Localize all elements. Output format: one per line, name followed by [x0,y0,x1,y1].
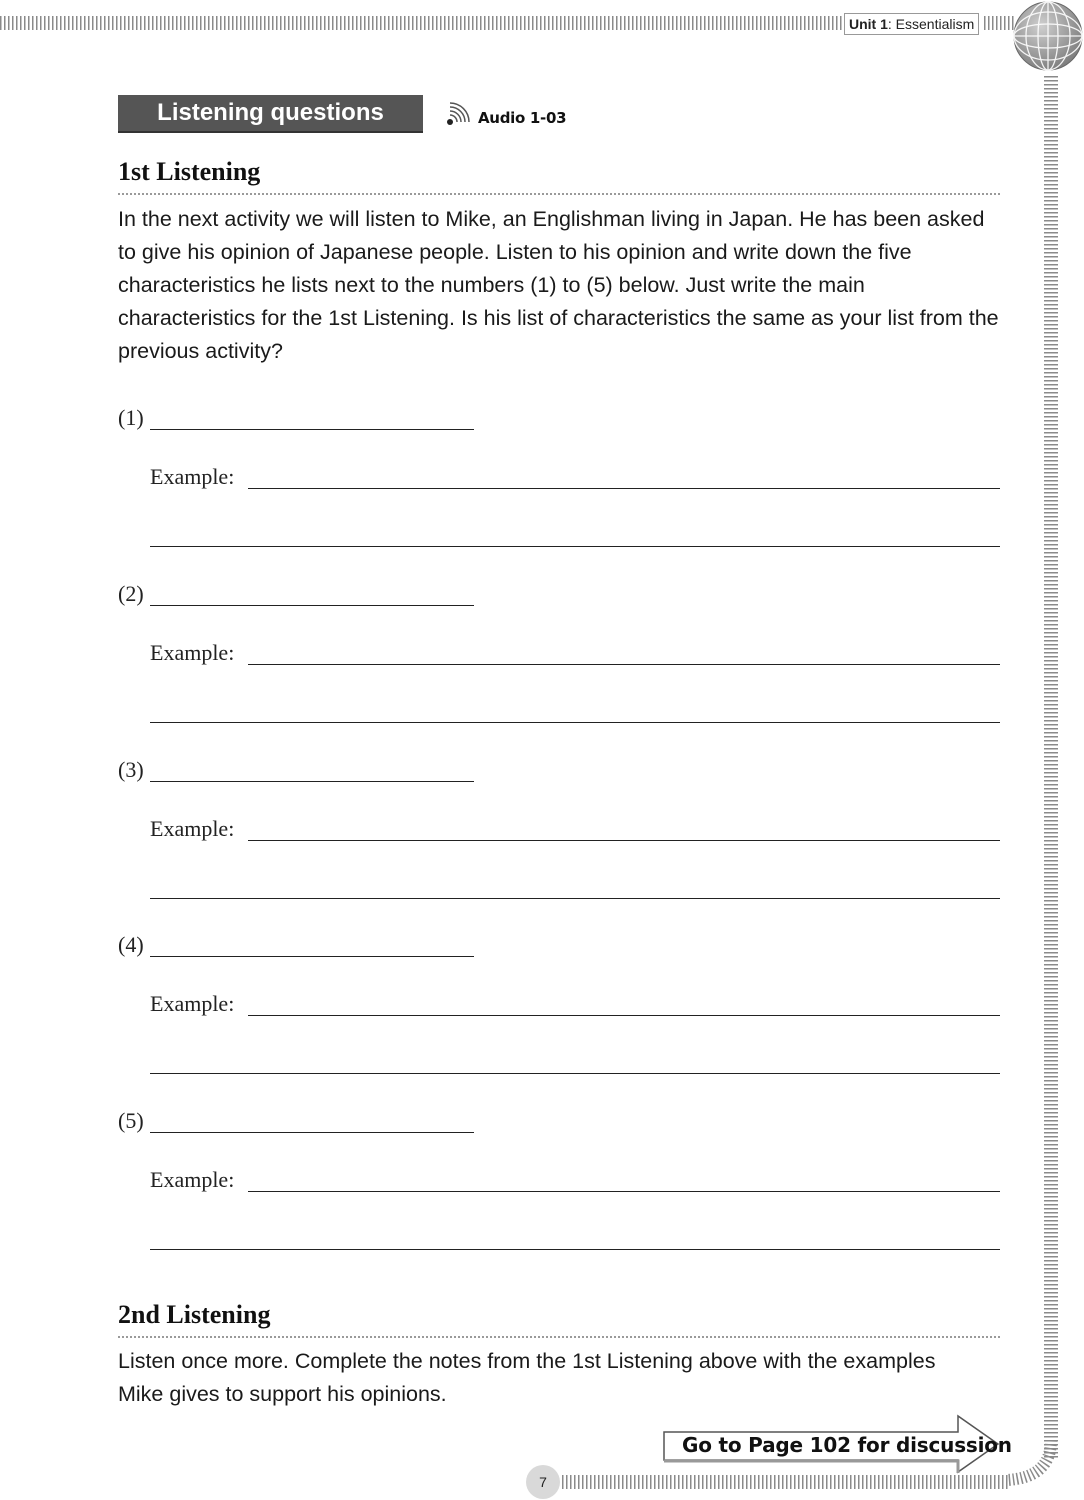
unit-label: Unit 1: Essentialism [844,13,979,35]
example-label: Example: [150,816,235,841]
header-rule-left [0,16,842,30]
example-continuation-line[interactable] [150,1073,1000,1074]
page-number: 7 [526,1465,560,1499]
corner-curve [1006,1440,1060,1486]
item-number: (3) [118,757,144,782]
characteristic-answer-line[interactable] [150,605,474,606]
item-number: (4) [118,932,144,957]
goto-discussion-link[interactable]: Go to Page 102 for discussion [682,1433,1012,1457]
example-answer-line[interactable] [248,664,1000,665]
footer-rule [562,1475,1010,1489]
globe-icon [1010,0,1084,74]
example-continuation-line[interactable] [150,546,1000,547]
item-number: (1) [118,405,144,430]
example-answer-line[interactable] [248,1191,1000,1192]
item-number: (2) [118,581,144,606]
example-label: Example: [150,464,235,489]
first-listening-heading: 1st Listening [118,157,261,186]
characteristic-answer-line[interactable] [150,781,474,782]
first-listening-instructions: In the next activity we will listen to Mike, an Englishman living in Japan. He has been asked to give his opinion of Japanese people. Listen to his opinion and write down the five characteristics he lists next to the numbers (1) to (5) below. Just write the main characteristics for the 1st Listening. Is his list of characteristics the same as your list from the previous activity? [118,207,999,363]
audio-label: Audio 1-03 [478,109,567,127]
characteristic-answer-line[interactable] [150,1132,474,1133]
example-answer-line[interactable] [248,1015,1000,1016]
heading-divider [118,1336,1000,1338]
audio-waves-icon[interactable] [446,101,474,127]
item-number: (5) [118,1108,144,1133]
heading-divider [118,193,1000,195]
example-answer-line[interactable] [248,488,1000,489]
characteristic-answer-line[interactable] [150,429,474,430]
example-label: Example: [150,991,235,1016]
second-listening-instructions: Listen once more. Complete the notes from the 1st Listening above with the examples Mike gives to support his opinions. [118,1349,936,1406]
section-banner: Listening questions [118,95,423,133]
example-answer-line[interactable] [248,840,1000,841]
right-margin-rule [1044,76,1058,1458]
example-label: Example: [150,640,235,665]
example-continuation-line[interactable] [150,898,1000,899]
second-listening-heading: 2nd Listening [118,1300,271,1329]
example-continuation-line[interactable] [150,722,1000,723]
example-continuation-line[interactable] [150,1249,1000,1250]
example-label: Example: [150,1167,235,1192]
characteristic-answer-line[interactable] [150,956,474,957]
